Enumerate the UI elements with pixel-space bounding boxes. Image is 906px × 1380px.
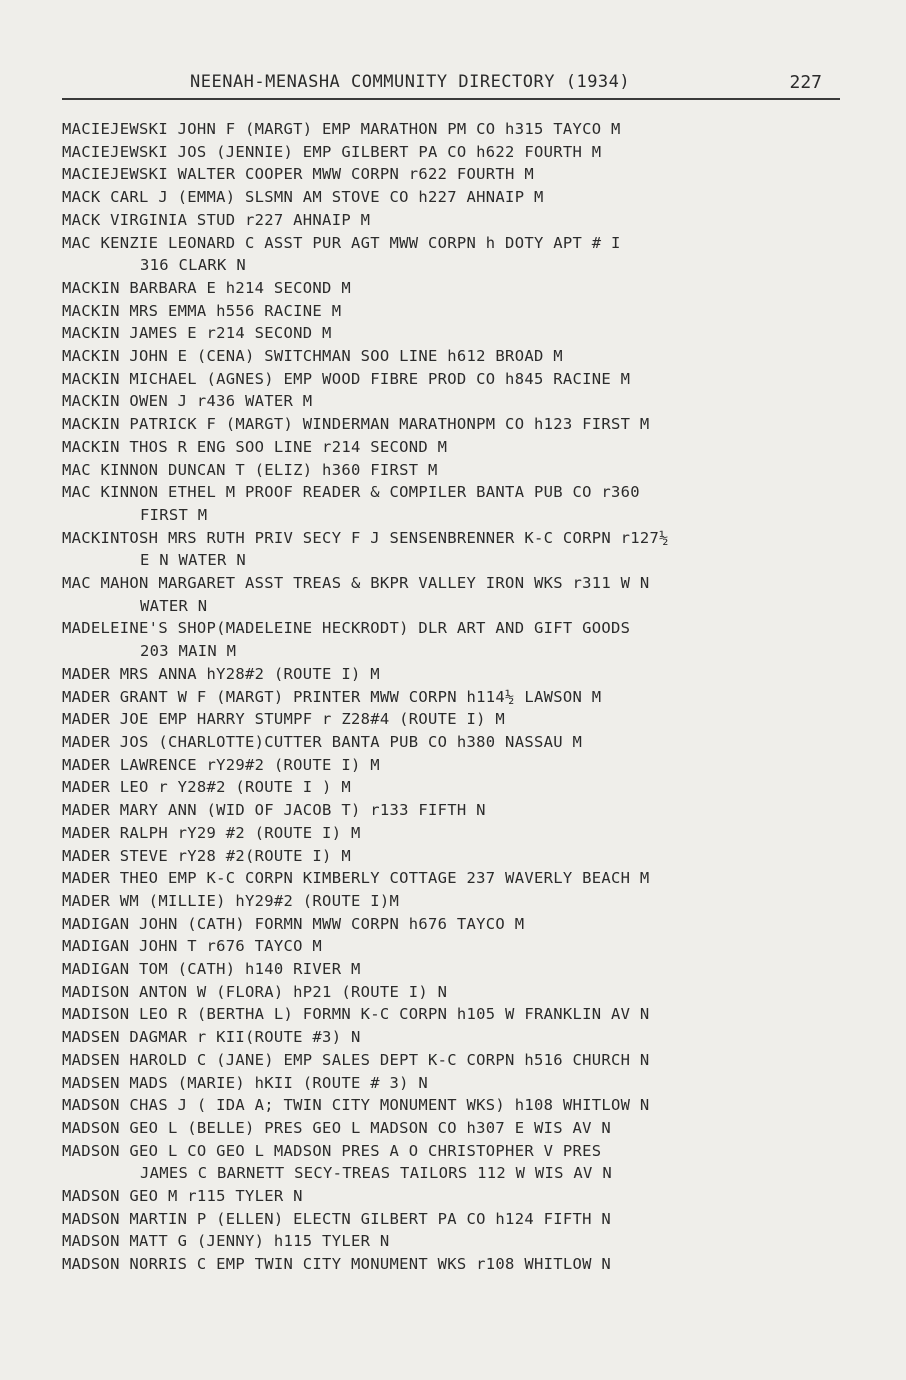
- directory-entry: [62, 1049, 842, 1072]
- entry-text: MADER JOS (CHARLOTTE)CUTTER BANTA PUB CO h380 NASSAU M: [62, 732, 583, 751]
- entry-text: MADIGAN JOHN (CATH) FORMN MWW CORPN h676 TAYCO M: [62, 914, 525, 933]
- entry-text: MADSEN DAGMAR r KII(ROUTE #3) N: [62, 1028, 361, 1047]
- entry-text: MAC KINNON DUNCAN T (ELIZ) h360 FIRST M: [62, 460, 438, 479]
- entry-text: MADER MARY ANN (WID OF JACOB T) r133 FIFTH N: [62, 801, 486, 820]
- entry-continuation: JAMES C BARNETT SECY-TREAS TAILORS 112 W WIS AV N: [140, 1164, 612, 1183]
- entry-text: MADSON MARTIN P (ELLEN) ELECTN GILBERT PA CO h124 FIFTH N: [62, 1209, 612, 1228]
- directory-entry: [62, 322, 842, 345]
- directory-entry: [62, 981, 842, 1004]
- entry-text: MADSON GEO L CO GEO L MADSON PRES A O CHRISTOPHER V PRES: [62, 1141, 602, 1160]
- directory-entry: [62, 300, 842, 323]
- directory-entry: [62, 1003, 842, 1026]
- entry-text: MACKIN OWEN J r436 WATER M: [62, 392, 313, 411]
- page-title: NEENAH-MENASHA COMMUNITY DIRECTORY (1934): [190, 72, 631, 92]
- directory-entry: [62, 527, 842, 572]
- directory-entry: [62, 572, 842, 617]
- entry-text: MACKIN MRS EMMA h556 RACINE M: [62, 301, 342, 320]
- directory-entry: [62, 163, 842, 186]
- entry-text: MADSON NORRIS C EMP TWIN CITY MONUMENT WKS r108 WHITLOW N: [62, 1255, 612, 1274]
- entry-text: MADER RALPH rY29 #2 (ROUTE I) M: [62, 823, 361, 842]
- directory-entry: [62, 617, 842, 662]
- directory-entry: [62, 776, 842, 799]
- entry-text: MACKIN JAMES E r214 SECOND M: [62, 324, 332, 343]
- page-number: 227: [789, 72, 822, 93]
- directory-entry: [62, 186, 842, 209]
- entry-continuation: WATER N: [140, 596, 208, 615]
- directory-entry: [62, 390, 842, 413]
- directory-entry: [62, 481, 842, 526]
- entry-text: MADSON GEO L (BELLE) PRES GEO L MADSON CO h307 E WIS AV N: [62, 1118, 612, 1137]
- directory-entry: [62, 232, 842, 277]
- directory-entry: [62, 1117, 842, 1140]
- entry-text: MADER GRANT W F (MARGT) PRINTER MWW CORPN h114½ LAWSON M: [62, 687, 602, 706]
- entry-text: MADISON ANTON W (FLORA) hP21 (ROUTE I) N: [62, 982, 448, 1001]
- directory-entry: [62, 754, 842, 777]
- directory-entry: [62, 686, 842, 709]
- entry-text: MACKIN PATRICK F (MARGT) WINDERMAN MARATHONPM CO h123 FIRST M: [62, 415, 650, 434]
- directory-entry: [62, 345, 842, 368]
- entry-text: MADER JOE EMP HARRY STUMPF r Z28#4 (ROUTE I) M: [62, 710, 506, 729]
- entry-text: MADER WM (MILLIE) hY29#2 (ROUTE I)M: [62, 891, 400, 910]
- directory-entry: [62, 890, 842, 913]
- directory-entry: [62, 209, 842, 232]
- entry-text: MADSEN HAROLD C (JANE) EMP SALES DEPT K-C CORPN h516 CHURCH N: [62, 1050, 650, 1069]
- entry-text: MADSEN MADS (MARIE) hKII (ROUTE # 3) N: [62, 1073, 429, 1092]
- entry-text: MADER LEO r Y28#2 (ROUTE I ) M: [62, 778, 351, 797]
- entry-text: MACKINTOSH MRS RUTH PRIV SECY F J SENSENBRENNER K-C CORPN r127½: [62, 528, 669, 547]
- entry-continuation: FIRST M: [140, 505, 208, 524]
- directory-listing: [62, 118, 842, 1276]
- entry-text: MADIGAN TOM (CATH) h140 RIVER M: [62, 960, 361, 979]
- directory-entry: [62, 958, 842, 981]
- directory-entry: [62, 1253, 842, 1276]
- directory-entry: [62, 663, 842, 686]
- entry-text: MACKIN BARBARA E h214 SECOND M: [62, 278, 351, 297]
- directory-entry: [62, 1094, 842, 1117]
- entry-text: MACIEJEWSKI JOHN F (MARGT) EMP MARATHON PM CO h315 TAYCO M: [62, 120, 621, 138]
- directory-entry: [62, 1185, 842, 1208]
- directory-entry: [62, 368, 842, 391]
- entry-text: MADER MRS ANNA hY28#2 (ROUTE I) M: [62, 664, 380, 683]
- directory-entry: [62, 799, 842, 822]
- directory-entry: [62, 1072, 842, 1095]
- entry-text: MACIEJEWSKI JOS (JENNIE) EMP GILBERT PA CO h622 FOURTH M: [62, 142, 602, 161]
- directory-entry: [62, 935, 842, 958]
- entry-text: MAC KINNON ETHEL M PROOF READER & COMPILER BANTA PUB CO r360: [62, 483, 640, 502]
- entry-text: MACIEJEWSKI WALTER COOPER MWW CORPN r622 FOURTH M: [62, 165, 534, 184]
- entry-text: MACKIN MICHAEL (AGNES) EMP WOOD FIBRE PROD CO h845 RACINE M: [62, 369, 631, 388]
- directory-entry: [62, 436, 842, 459]
- entry-text: MADER LAWRENCE rY29#2 (ROUTE I) M: [62, 755, 380, 774]
- entry-text: MACKIN JOHN E (CENA) SWITCHMAN SOO LINE h612 BROAD M: [62, 347, 563, 366]
- entry-text: MADSON MATT G (JENNY) h115 TYLER N: [62, 1232, 390, 1251]
- entry-text: MACKIN THOS R ENG SOO LINE r214 SECOND M: [62, 437, 448, 456]
- entry-text: MADELEINE'S SHOP(MADELEINE HECKRODT) DLR ART AND GIFT GOODS: [62, 619, 631, 638]
- directory-entry: [62, 1230, 842, 1253]
- entry-continuation: E N WATER N: [140, 551, 246, 570]
- directory-entry: [62, 867, 842, 890]
- entry-text: MADSON GEO M r115 TYLER N: [62, 1187, 303, 1206]
- entry-text: MADISON LEO R (BERTHA L) FORMN K-C CORPN h105 W FRANKLIN AV N: [62, 1005, 650, 1024]
- directory-entry: [62, 141, 842, 164]
- directory-entry: [62, 913, 842, 936]
- entry-text: MAC KENZIE LEONARD C ASST PUR AGT MWW CORPN h DOTY APT # I: [62, 233, 621, 252]
- entry-text: MADSON CHAS J ( IDA A; TWIN CITY MONUMENT WKS) h108 WHITLOW N: [62, 1096, 650, 1115]
- entry-continuation: 316 CLARK N: [140, 256, 246, 275]
- entry-text: MACK VIRGINIA STUD r227 AHNAIP M: [62, 210, 371, 229]
- directory-entry: [62, 822, 842, 845]
- directory-entry: [62, 277, 842, 300]
- directory-entry: [62, 1140, 842, 1185]
- directory-entry: [62, 413, 842, 436]
- directory-entry: [62, 118, 842, 141]
- directory-entry: [62, 1026, 842, 1049]
- entry-text: MADER THEO EMP K-C CORPN KIMBERLY COTTAGE 237 WAVERLY BEACH M: [62, 869, 650, 888]
- entry-continuation: 203 MAIN M: [140, 642, 237, 661]
- directory-entry: [62, 731, 842, 754]
- page-header: [62, 68, 840, 100]
- entry-text: MADER STEVE rY28 #2(ROUTE I) M: [62, 846, 351, 865]
- entry-text: MAC MAHON MARGARET ASST TREAS & BKPR VALLEY IRON WKS r311 W N: [62, 574, 650, 593]
- entry-text: MADIGAN JOHN T r676 TAYCO M: [62, 937, 323, 956]
- entry-text: MACK CARL J (EMMA) SLSMN AM STOVE CO h227 AHNAIP M: [62, 188, 544, 207]
- directory-entry: [62, 845, 842, 868]
- directory-entry: [62, 459, 842, 482]
- directory-entry: [62, 708, 842, 731]
- directory-entry: [62, 1208, 842, 1231]
